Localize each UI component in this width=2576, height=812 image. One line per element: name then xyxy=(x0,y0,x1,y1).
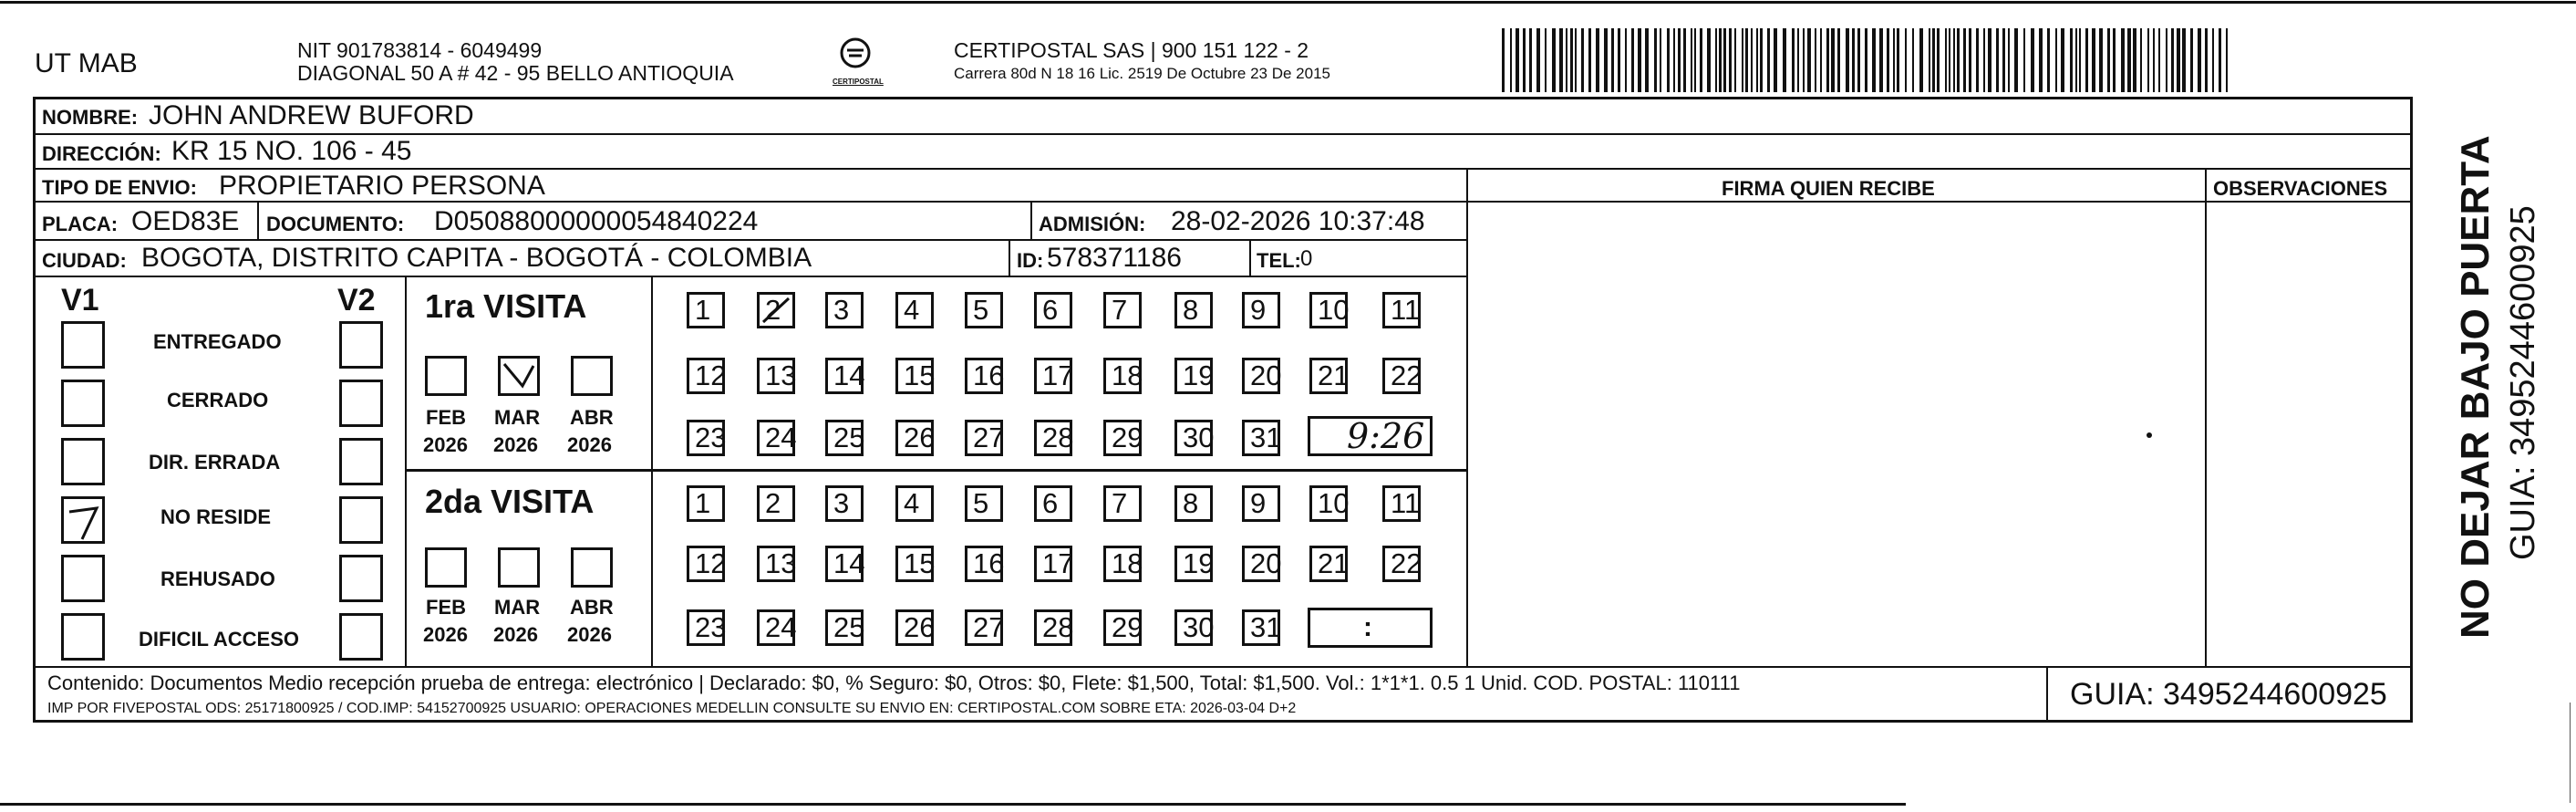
barcode-bar xyxy=(2107,28,2110,92)
second-year-mar: 2026 xyxy=(493,623,538,646)
first-visit-day-8[interactable]: 8 xyxy=(1174,292,1213,328)
firma-header: FIRMA QUIEN RECIBE xyxy=(1722,177,1935,200)
barcode-bar xyxy=(2008,28,2010,92)
observaciones-header: OBSERVACIONES xyxy=(2213,177,2388,200)
barcode-bar xyxy=(1963,28,1966,92)
bottom-rule xyxy=(0,803,1906,806)
footer-guia: GUIA: 3495244600925 xyxy=(2070,677,2387,712)
col-divider-firma xyxy=(1466,168,1468,666)
id-value: 578371186 xyxy=(1047,243,1182,273)
second-visit-day-16[interactable]: 16 xyxy=(965,546,1003,582)
id-divider xyxy=(1009,239,1010,276)
second-visit-day-10[interactable]: 10 xyxy=(1309,485,1348,522)
status-label-cerrado: CERRADO xyxy=(167,389,269,411)
first-visit-day-26[interactable]: 26 xyxy=(895,420,934,456)
barcode-bar xyxy=(1932,28,1935,92)
second-month-abr: ABR xyxy=(570,596,614,619)
first-month-abr: ABR xyxy=(570,406,614,429)
second-visit-day-2[interactable]: 2 xyxy=(757,485,795,522)
col-divider-obs xyxy=(2205,168,2207,666)
second-visit-day-22[interactable]: 22 xyxy=(1382,546,1421,582)
v2-checkbox-cerrado[interactable] xyxy=(339,380,383,427)
first-visit-day-17[interactable]: 17 xyxy=(1034,358,1072,394)
second-visit-mar-checkbox[interactable] xyxy=(498,547,540,588)
barcode-bar xyxy=(1618,28,1620,92)
barcode-bar xyxy=(1611,28,1614,92)
barcode-bar xyxy=(2039,28,2043,92)
second-visit-time-box[interactable] xyxy=(1308,608,1433,648)
side-guia: GUIA: 3495244600925 xyxy=(2504,205,2542,560)
top-border xyxy=(0,1,2576,4)
second-visit-day-29[interactable]: 29 xyxy=(1103,609,1142,646)
barcode-bar xyxy=(1723,28,1726,92)
barcode-bar xyxy=(2219,28,2221,92)
handwritten-check-mark xyxy=(501,359,539,395)
barcode-bar xyxy=(2153,28,2155,92)
second-year-abr: 2026 xyxy=(567,623,612,646)
barcode-bar xyxy=(1820,28,1822,92)
barcode-bar xyxy=(1783,28,1786,92)
direccion-value: KR 15 NO. 106 - 45 xyxy=(171,136,412,166)
v1-header: V1 xyxy=(61,283,99,318)
barcode-bar xyxy=(1983,28,1985,92)
sender-name: UT MAB xyxy=(35,48,138,78)
barcode-bar xyxy=(1807,28,1811,92)
barcode-bar xyxy=(1529,28,1532,92)
second-visit-title: 2da VISITA xyxy=(425,483,595,520)
second-visit-day-27[interactable]: 27 xyxy=(965,609,1003,646)
barcode-bar xyxy=(2198,28,2201,92)
v2-checkbox-rehusado[interactable] xyxy=(339,555,383,602)
tel-label: TEL: xyxy=(1257,249,1301,272)
barcode-bar xyxy=(1756,28,1758,92)
handwritten-check-mark xyxy=(64,499,104,543)
barcode-bar xyxy=(1751,28,1753,92)
barcode-bar xyxy=(1852,28,1855,92)
row-line xyxy=(33,666,2413,668)
barcode-bar xyxy=(1969,28,1971,92)
tipo-value: PROPIETARIO PERSONA xyxy=(219,171,545,201)
documento-value: D05088000000054840224 xyxy=(434,206,759,236)
barcode-bar xyxy=(1729,28,1732,92)
row-line xyxy=(33,276,1467,277)
first-visit-day-6[interactable]: 6 xyxy=(1034,292,1072,328)
first-visit-time-box[interactable] xyxy=(1308,416,1433,456)
barcode-bar xyxy=(1645,28,1649,92)
first-visit-day-3[interactable]: 3 xyxy=(825,292,864,328)
barcode-bar xyxy=(2166,28,2167,92)
v1-checkbox-rehusado[interactable] xyxy=(61,555,105,602)
second-visit-day-7[interactable]: 7 xyxy=(1103,485,1142,522)
status-label-entregado: ENTREGADO xyxy=(153,330,282,353)
status-label-rehusado: REHUSADO xyxy=(160,567,275,590)
barcode-bar xyxy=(1660,28,1661,92)
second-visit-day-26[interactable]: 26 xyxy=(895,609,934,646)
barcode-bar xyxy=(2226,28,2228,92)
tipo-label: TIPO DE ENVIO: xyxy=(42,176,197,199)
first-visit-mar-checkbox[interactable] xyxy=(498,356,540,396)
second-visit-feb-checkbox[interactable] xyxy=(425,547,467,588)
second-visit-time: : xyxy=(1363,612,1372,642)
footer-contenido: Contenido: Documentos Medio recepción prueba de entrega: electrónico | Declarado: $0, % Seguro: $0, Otros: $0, Flete: $1,500, Total: $1,500. Vol.: 1*1*1. 0.5 1 Unid. COD. POSTAL: 110111 xyxy=(47,671,1741,694)
second-visit-abr-checkbox[interactable] xyxy=(571,547,613,588)
barcode-bar xyxy=(1826,28,1829,92)
first-visit-day-13[interactable]: 13 xyxy=(757,358,795,394)
first-visit-day-19[interactable]: 19 xyxy=(1174,358,1213,394)
first-visit-day-12[interactable]: 12 xyxy=(687,358,725,394)
footer-imp: IMP POR FIVEPOSTAL ODS: 25171800925 / COD.IMP: 54152700925 USUARIO: OPERACIONES MEDELLIN CONSULTE SU ENVIO EN: CERTIPOSTAL.COM SOBRE ETA: 2026-03-04 D+2 xyxy=(47,701,1297,716)
second-visit-day-28[interactable]: 28 xyxy=(1034,609,1072,646)
barcode-bar xyxy=(1502,28,1505,92)
first-month-feb: FEB xyxy=(426,406,466,429)
nombre-label: NOMBRE: xyxy=(42,106,139,129)
barcode-bar xyxy=(1797,28,1799,92)
second-visit-day-23[interactable]: 23 xyxy=(687,609,725,646)
tel-value: 0 xyxy=(1300,246,1313,271)
barcode-bar xyxy=(1575,28,1577,92)
ciudad-value: BOGOTA, DISTRITO CAPITA - BOGOTÁ - COLOMBIA xyxy=(141,243,812,273)
second-month-feb: FEB xyxy=(426,596,466,619)
barcode-bar xyxy=(1815,28,1816,92)
barcode-bar xyxy=(2147,28,2149,92)
barcode-bar xyxy=(1976,28,1979,92)
second-visit-day-17[interactable]: 17 xyxy=(1034,546,1072,582)
right-edge-mark xyxy=(2570,703,2571,803)
first-visit-day-2[interactable]: 2 xyxy=(757,292,795,328)
barcode-bar xyxy=(2121,28,2125,92)
barcode-bar xyxy=(1905,28,1907,92)
ciudad-label: CIUDAD: xyxy=(42,249,127,272)
nombre-value: JOHN ANDREW BUFORD xyxy=(149,100,474,130)
second-visit-day-24[interactable]: 24 xyxy=(757,609,795,646)
barcode-bar xyxy=(2205,28,2208,92)
barcode-bar xyxy=(1510,28,1512,92)
barcode-bar xyxy=(1516,28,1519,92)
barcode-bar xyxy=(1945,28,1947,92)
barcode-bar xyxy=(1919,28,1923,92)
barcode-bar xyxy=(1949,28,1950,92)
tel-divider xyxy=(1249,239,1251,276)
barcode-bar xyxy=(1700,28,1702,92)
barcode-bar xyxy=(2023,28,2025,92)
admision-label: ADMISIÓN: xyxy=(1039,213,1146,235)
second-visit-day-12[interactable]: 12 xyxy=(687,546,725,582)
first-visit-day-30[interactable]: 30 xyxy=(1174,420,1213,456)
barcode-bar xyxy=(1857,28,1860,92)
handwritten-strike-mark xyxy=(760,295,792,326)
second-visit-day-4[interactable]: 4 xyxy=(895,485,934,522)
barcode-bar xyxy=(1774,28,1777,92)
v2-header: V2 xyxy=(337,283,376,318)
first-visit-day-31[interactable]: 31 xyxy=(1242,420,1280,456)
direccion-label: DIRECCIÓN: xyxy=(42,142,161,165)
barcode-bar xyxy=(2113,28,2116,92)
first-year-feb: 2026 xyxy=(423,433,468,456)
barcode-bar xyxy=(1552,28,1556,92)
first-year-mar: 2026 xyxy=(493,433,538,456)
second-visit-day-19[interactable]: 19 xyxy=(1174,546,1213,582)
v1-checkbox-cerrado[interactable] xyxy=(61,380,105,427)
status-label-no-reside: NO RESIDE xyxy=(160,505,272,528)
barcode-bar xyxy=(1638,28,1641,92)
admision-divider xyxy=(1030,201,1032,239)
first-visit-day-21[interactable]: 21 xyxy=(1309,358,1348,394)
barcode-bar xyxy=(1996,28,1999,92)
placa-value: OED83E xyxy=(131,206,240,236)
v2-checkbox-entregado[interactable] xyxy=(339,321,383,369)
barcode-bar xyxy=(1988,28,1991,92)
barcode-bar xyxy=(1707,28,1711,92)
barcode-bar xyxy=(1673,28,1675,92)
barcode-bar xyxy=(1734,28,1736,92)
barcode-bar xyxy=(2055,28,2057,92)
barcode-bar xyxy=(1803,28,1805,92)
barcode-bar xyxy=(1588,28,1591,92)
observaciones-area[interactable] xyxy=(2209,204,2409,664)
second-visit-day-31[interactable]: 31 xyxy=(1242,609,1280,646)
barcode-bar xyxy=(2079,28,2081,92)
signature-area[interactable] xyxy=(1470,204,2203,664)
first-visit-title: 1ra VISITA xyxy=(425,287,587,325)
row-line xyxy=(33,201,2413,203)
second-visit-day-9[interactable]: 9 xyxy=(1242,485,1280,522)
status-label-dificil-acceso: DIFICIL ACCESO xyxy=(139,628,300,651)
barcode-bar xyxy=(1953,28,1955,92)
barcode-bar xyxy=(1893,28,1895,92)
first-visit-day-10[interactable]: 10 xyxy=(1309,292,1348,328)
v1-checkbox-entregado[interactable] xyxy=(61,321,105,369)
first-visit-day-27[interactable]: 27 xyxy=(965,420,1003,456)
second-visit-day-3[interactable]: 3 xyxy=(825,485,864,522)
footer-guia-divider xyxy=(2046,666,2048,723)
first-visit-abr-checkbox[interactable] xyxy=(571,356,613,396)
barcode-bar xyxy=(1831,28,1835,92)
row-line xyxy=(33,168,2413,170)
barcode-bar xyxy=(1879,28,1883,92)
barcode-bar xyxy=(2092,28,2095,92)
logo-caption: CERTIPOSTAL xyxy=(833,78,884,86)
side-warning: NO DEJAR BAJO PUERTA xyxy=(2453,135,2498,639)
certipostal-logo xyxy=(833,36,884,91)
first-visit-day-1[interactable]: 1 xyxy=(687,292,725,328)
status-label-dir-errada: DIR. ERRADA xyxy=(149,451,281,474)
first-visit-day-14[interactable]: 14 xyxy=(825,358,864,394)
second-visit-day-11[interactable]: 11 xyxy=(1382,485,1421,522)
barcode-bar xyxy=(1694,28,1696,92)
first-visit-day-22[interactable]: 22 xyxy=(1382,358,1421,394)
barcode-bar xyxy=(2158,28,2160,92)
barcode-bar xyxy=(2140,28,2142,92)
barcode-bar xyxy=(1742,28,1743,92)
barcode-bar xyxy=(1604,28,1608,92)
barcode-bar xyxy=(2190,28,2193,92)
barcode-bar xyxy=(1631,28,1634,92)
ink-dot xyxy=(2147,432,2152,438)
barcode-bar xyxy=(2031,28,2034,92)
barcode-bar xyxy=(2047,28,2050,92)
v2-checkbox-dir-errada[interactable] xyxy=(339,438,383,485)
v1-checkbox-no-reside[interactable] xyxy=(61,496,105,544)
first-visit-day-7[interactable]: 7 xyxy=(1103,292,1142,328)
v1-checkbox-dificil-acceso[interactable] xyxy=(61,613,105,661)
first-visit-day-23[interactable]: 23 xyxy=(687,420,725,456)
first-visit-day-16[interactable]: 16 xyxy=(965,358,1003,394)
second-visit-day-21[interactable]: 21 xyxy=(1309,546,1348,582)
first-visit-day-5[interactable]: 5 xyxy=(965,292,1003,328)
placa-divider xyxy=(257,201,259,239)
barcode-bar xyxy=(1719,28,1722,92)
barcode-bar xyxy=(1625,28,1627,92)
visit-divider xyxy=(405,469,1466,472)
barcode-bar xyxy=(2127,28,2131,92)
barcode-bar xyxy=(1745,28,1748,92)
sender-address: DIAGONAL 50 A # 42 - 95 BELLO ANTIOQUIA xyxy=(297,61,734,85)
barcode-bar xyxy=(2171,28,2174,92)
barcode-bar xyxy=(1566,28,1567,92)
second-visit-day-1[interactable]: 1 xyxy=(687,485,725,522)
barcode-bar xyxy=(1536,28,1540,92)
courier-name: CERTIPOSTAL SAS | 900 151 122 - 2 xyxy=(954,38,1309,62)
barcode-bar xyxy=(1691,28,1692,92)
barcode-bar xyxy=(2085,28,2088,92)
row-line xyxy=(33,133,2413,135)
barcode-bar xyxy=(1937,28,1940,92)
barcode-bar xyxy=(2182,28,2186,92)
barcode-bar xyxy=(1865,28,1867,92)
courier-license: Carrera 80d N 18 16 Lic. 2519 De Octubre 23 De 2015 xyxy=(954,65,1330,82)
id-label: ID: xyxy=(1017,249,1044,272)
first-year-abr: 2026 xyxy=(567,433,612,456)
first-visit-day-28[interactable]: 28 xyxy=(1034,420,1072,456)
second-visit-day-5[interactable]: 5 xyxy=(965,485,1003,522)
barcode-bar xyxy=(1887,28,1889,92)
barcode-bar xyxy=(1581,28,1584,92)
second-visit-day-13[interactable]: 13 xyxy=(757,546,795,582)
barcode-bar xyxy=(2014,28,2018,92)
barcode-bar xyxy=(2177,28,2180,92)
barcode xyxy=(1502,28,2231,92)
second-month-mar: MAR xyxy=(494,596,541,619)
v2-checkbox-no-reside[interactable] xyxy=(339,496,383,544)
barcode-bar xyxy=(1872,28,1876,92)
second-visit-day-25[interactable]: 25 xyxy=(825,609,864,646)
documento-label: DOCUMENTO: xyxy=(266,213,405,235)
barcode-bar xyxy=(1523,28,1526,92)
barcode-bar xyxy=(1715,28,1717,92)
first-visit-day-25[interactable]: 25 xyxy=(825,420,864,456)
barcode-bar xyxy=(1837,28,1840,92)
barcode-bar xyxy=(2070,28,2073,92)
first-visit-day-15[interactable]: 15 xyxy=(895,358,934,394)
second-visit-day-8[interactable]: 8 xyxy=(1174,485,1213,522)
barcode-bar xyxy=(2061,28,2064,92)
barcode-bar xyxy=(1683,28,1686,92)
barcode-bar xyxy=(2212,28,2214,92)
first-visit-day-9[interactable]: 9 xyxy=(1242,292,1280,328)
barcode-bar xyxy=(1654,28,1657,92)
barcode-bar xyxy=(1760,28,1763,92)
barcode-bar xyxy=(2133,28,2136,92)
second-visit-day-30[interactable]: 30 xyxy=(1174,609,1213,646)
first-visit-day-29[interactable]: 29 xyxy=(1103,420,1142,456)
barcode-bar xyxy=(1767,28,1770,92)
row-line xyxy=(33,239,1467,241)
first-visit-day-4[interactable]: 4 xyxy=(895,292,934,328)
barcode-bar xyxy=(1846,28,1849,92)
first-visit-time: 9:26 xyxy=(1347,416,1425,456)
first-visit-day-24[interactable]: 24 xyxy=(757,420,795,456)
second-visit-day-18[interactable]: 18 xyxy=(1103,546,1142,582)
barcode-bar xyxy=(2002,28,2005,92)
first-month-mar: MAR xyxy=(494,406,541,429)
v1-checkbox-dir-errada[interactable] xyxy=(61,438,105,485)
barcode-bar xyxy=(1792,28,1795,92)
first-visit-day-18[interactable]: 18 xyxy=(1103,358,1142,394)
barcode-bar xyxy=(1897,28,1899,92)
second-visit-day-14[interactable]: 14 xyxy=(825,546,864,582)
admision-value: 28-02-2026 10:37:48 xyxy=(1171,206,1425,236)
first-visit-day-20[interactable]: 20 xyxy=(1242,358,1280,394)
first-visit-feb-checkbox[interactable] xyxy=(425,356,467,396)
barcode-bar xyxy=(1667,28,1670,92)
placa-label: PLACA: xyxy=(42,213,119,235)
sender-nit: NIT 901783814 - 6049499 xyxy=(297,38,543,62)
barcode-bar xyxy=(1912,28,1914,92)
barcode-bar xyxy=(1559,28,1563,92)
barcode-bar xyxy=(2099,28,2103,92)
barcode-bar xyxy=(1596,28,1599,92)
barcode-bar xyxy=(2075,28,2077,92)
first-visit-day-11[interactable]: 11 xyxy=(1382,292,1421,328)
barcode-bar xyxy=(1545,28,1547,92)
second-visit-day-6[interactable]: 6 xyxy=(1034,485,1072,522)
barcode-bar xyxy=(1570,28,1573,92)
barcode-bar xyxy=(1929,28,1930,92)
second-year-feb: 2026 xyxy=(423,623,468,646)
barcode-bar xyxy=(1957,28,1960,92)
barcode-bar xyxy=(1678,28,1681,92)
v2-checkbox-dificil-acceso[interactable] xyxy=(339,613,383,661)
second-visit-day-15[interactable]: 15 xyxy=(895,546,934,582)
second-visit-day-20[interactable]: 20 xyxy=(1242,546,1280,582)
